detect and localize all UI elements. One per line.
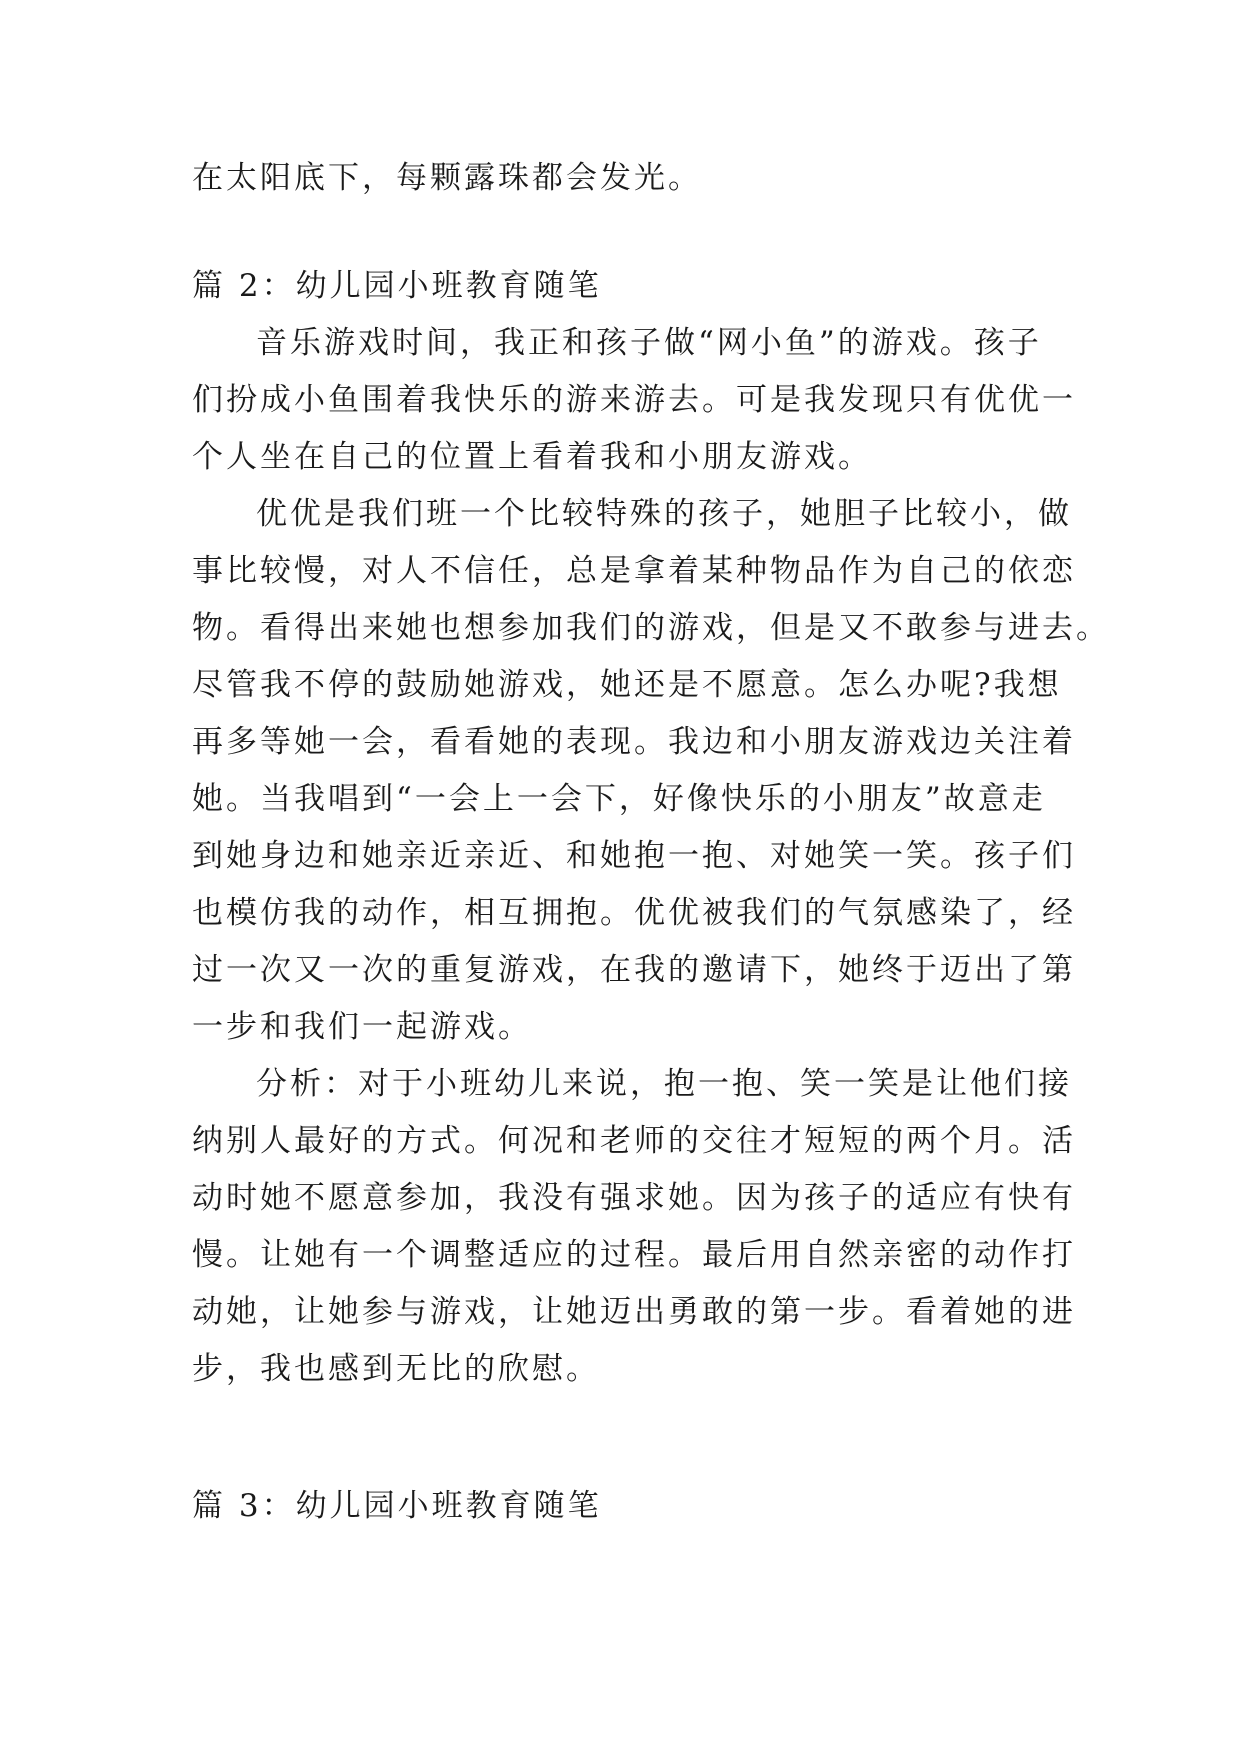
- intro-line: 在太阳底下，每颗露珠都会发光。: [192, 160, 702, 196]
- paragraph-line: 动她，让她参与游戏，让她迈出勇敢的第一步。看着她的进: [192, 1294, 1076, 1330]
- paragraph-line: 一步和我们一起游戏。: [192, 1009, 532, 1045]
- paragraph-line: 她。当我唱到“一会上一会下，好像快乐的小朋友”故意走: [192, 781, 1046, 817]
- section-2-paragraph-1: [192, 315, 1076, 486]
- paragraph-line: 到她身边和她亲近亲近、和她抱一抱、对她笑一笑。孩子们: [192, 838, 1076, 874]
- paragraph-line: 纳别人最好的方式。何况和老师的交往才短短的两个月。活: [192, 1123, 1076, 1159]
- paragraph-line: 动时她不愿意参加，我没有强求她。因为孩子的适应有快有: [192, 1180, 1076, 1216]
- section-2-paragraph-2: [192, 486, 1110, 1056]
- paragraph-line: 尽管我不停的鼓励她游戏，她还是不愿意。怎么办呢?我想: [192, 667, 1062, 703]
- paragraph-line: 分析：对于小班幼儿来说，抱一抱、笑一笑是让他们接: [256, 1066, 1072, 1102]
- paragraph-line: 慢。让她有一个调整适应的过程。最后用自然亲密的动作打: [192, 1237, 1076, 1273]
- section-spacer: [192, 1398, 1054, 1478]
- section-spacer: [192, 207, 1054, 258]
- paragraph-line: 个人坐在自己的位置上看着我和小朋友游戏。: [192, 439, 872, 475]
- paragraph-line: 事比较慢，对人不信任，总是拿着某种物品作为自己的依恋: [192, 553, 1076, 589]
- section-3-heading: 篇 3：幼儿园小班教育随笔: [192, 1488, 602, 1524]
- paragraph-line: 们扮成小鱼围着我快乐的游来游去。可是我发现只有优优一: [192, 382, 1076, 418]
- document-page: [192, 150, 1110, 1535]
- paragraph-line: 音乐游戏时间，我正和孩子做“网小鱼”的游戏。孩子: [256, 325, 1042, 361]
- paragraph-line: 过一次又一次的重复游戏，在我的邀请下，她终于迈出了第: [192, 952, 1076, 988]
- paragraph-line: 再多等她一会，看看她的表现。我边和小朋友游戏边关注着: [192, 724, 1076, 760]
- section-2-paragraph-3: [192, 1056, 1076, 1398]
- paragraph-line: 物。看得出来她也想参加我们的游戏，但是又不敢参与进去。: [192, 610, 1110, 646]
- paragraph-line: 也模仿我的动作，相互拥抱。优优被我们的气氛感染了，经: [192, 895, 1076, 931]
- paragraph-line: 步，我也感到无比的欣慰。: [192, 1351, 600, 1387]
- section-2-heading: 篇 2：幼儿园小班教育随笔: [192, 268, 602, 304]
- paragraph-line: 优优是我们班一个比较特殊的孩子，她胆子比较小，做: [256, 496, 1072, 532]
